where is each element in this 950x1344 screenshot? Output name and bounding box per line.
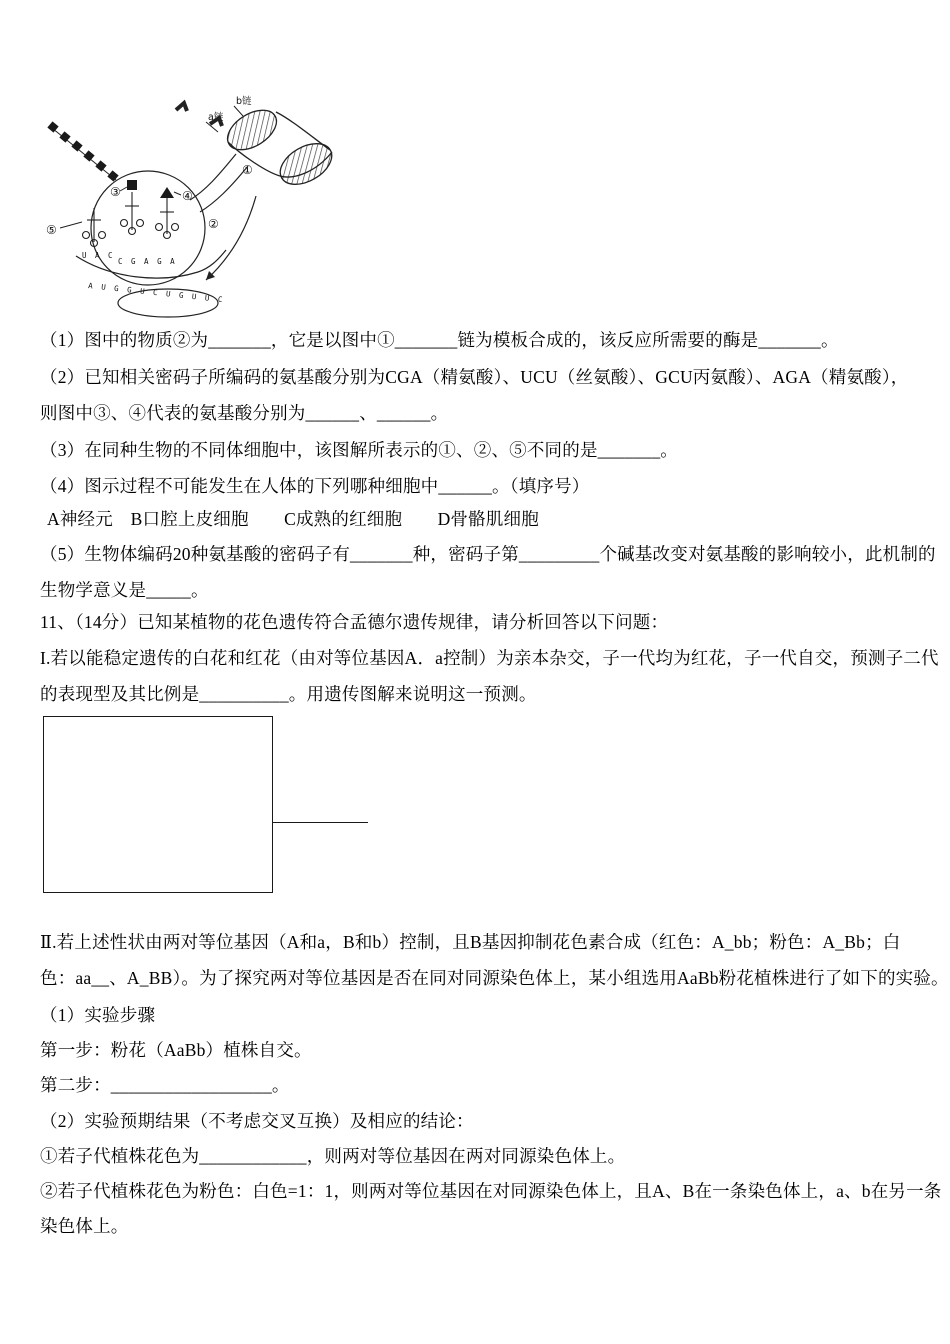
amino-acid-square: [127, 180, 137, 190]
q10-item1: （1）图中的物质②为_______，它是以图中①_______链为模板合成的，该反应所需要的酶是_______。: [40, 330, 839, 350]
q11-result1: ①若子代植株花色为____________，则两对等位基因在两对同源染色体上。: [40, 1146, 626, 1166]
q10-item2-line1: （2）已知相关密码子所编码的氨基酸分别为CGA（精氨酸）、UCU（丝氨酸）、GCU丙氨酸）、AGA（精氨酸），: [40, 367, 909, 387]
q11-part2-line2: 色：aa__、A_BB）。为了探究两对等位基因是否在同对同源染色体上，某小组选用AaBb粉花植株进行了如下的实验。: [40, 968, 949, 988]
q11-steps-title: （1）实验步骤: [40, 1005, 156, 1025]
trna-bases: C G A G A: [118, 257, 177, 266]
q10-item4-options: A神经元 B口腔上皮细胞 C成熟的红细胞 D骨骼肌细胞: [47, 509, 539, 529]
q11-part1-line2: 的表现型及其比例是__________。用遗传图解来说明这一预测。: [40, 684, 537, 704]
label-3-leader: [120, 187, 127, 191]
anticodon-bases: U A C: [82, 251, 115, 260]
dna-helix: [221, 102, 339, 193]
amino-acid-triangle: [160, 187, 174, 198]
label-circle-3: ③: [110, 185, 121, 199]
q10-item5-line1: （5）生物体编码20种氨基酸的密码子有_______种，密码子第_________个碱基改变对氨基酸的影响较小，此机制的: [40, 544, 936, 564]
q11-result2-line2: 染色体上。: [40, 1216, 129, 1236]
q11-stem: 11、（14分）已知某植物的花色遗传符合孟德尔遗传规律，请分析回答以下问题：: [40, 612, 669, 632]
trna-structures: [83, 192, 179, 247]
label-circle-1: ①: [242, 163, 253, 177]
label-circle-5: ⑤: [46, 223, 57, 237]
q11-step1: 第一步：粉花（AaBb）植株自交。: [40, 1040, 312, 1060]
q10-item4: （4）图示过程不可能发生在人体的下列哪种细胞中______。（填序号）: [40, 476, 590, 496]
q10-item3: （3）在同种生物的不同体细胞中，该图解所表示的①、②、⑤不同的是_______。: [40, 440, 678, 460]
a-chain-label: a链: [208, 112, 224, 123]
q11-step2: 第二步：__________________。: [40, 1075, 290, 1095]
q10-item2-line2: 则图中③、④代表的氨基酸分别为______、______。: [40, 403, 449, 423]
label-circle-2: ②: [208, 217, 219, 231]
genetic-diagram-box: [43, 716, 273, 893]
label-circle-4: ④: [182, 189, 193, 203]
q11-result2-line1: ②若子代植株花色为粉色：白色=1：1，则两对等位基因在对同源染色体上，且A、B在一条染色体上，a、b在另一条: [40, 1181, 942, 1201]
mrna-bases: A U G G U C U G U U C: [87, 281, 225, 305]
squiggle-mark: [176, 103, 187, 111]
q11-expected-title: （2）实验预期结果（不考虑交叉互换）及相应的结论：: [40, 1111, 474, 1131]
b-chain-leader-line: [234, 106, 243, 116]
answer-blank-line: [273, 822, 368, 823]
mrna-strand: [190, 154, 248, 212]
q11-part2-line1: Ⅱ.若上述性状由两对等位基因（A和a，B和b）控制，且B基因抑制花色素合成（红色：A_bb；粉色：A_Bb；白: [40, 932, 901, 952]
label-4-leader: [174, 192, 181, 195]
translation-diagram: [40, 92, 360, 322]
b-chain-label: b链: [236, 96, 252, 107]
mrna-arrow: [206, 196, 256, 280]
q11-part1-line1: I.若以能稳定遗传的白花和红花（由对等位基因A．a控制）为亲本杂交，子一代均为红花，子一代自交，预测子二代: [40, 648, 939, 668]
polypeptide-chain: [47, 121, 118, 181]
label-5-leader: [60, 222, 82, 228]
q10-item5-line2: 生物学意义是_____。: [40, 580, 209, 600]
